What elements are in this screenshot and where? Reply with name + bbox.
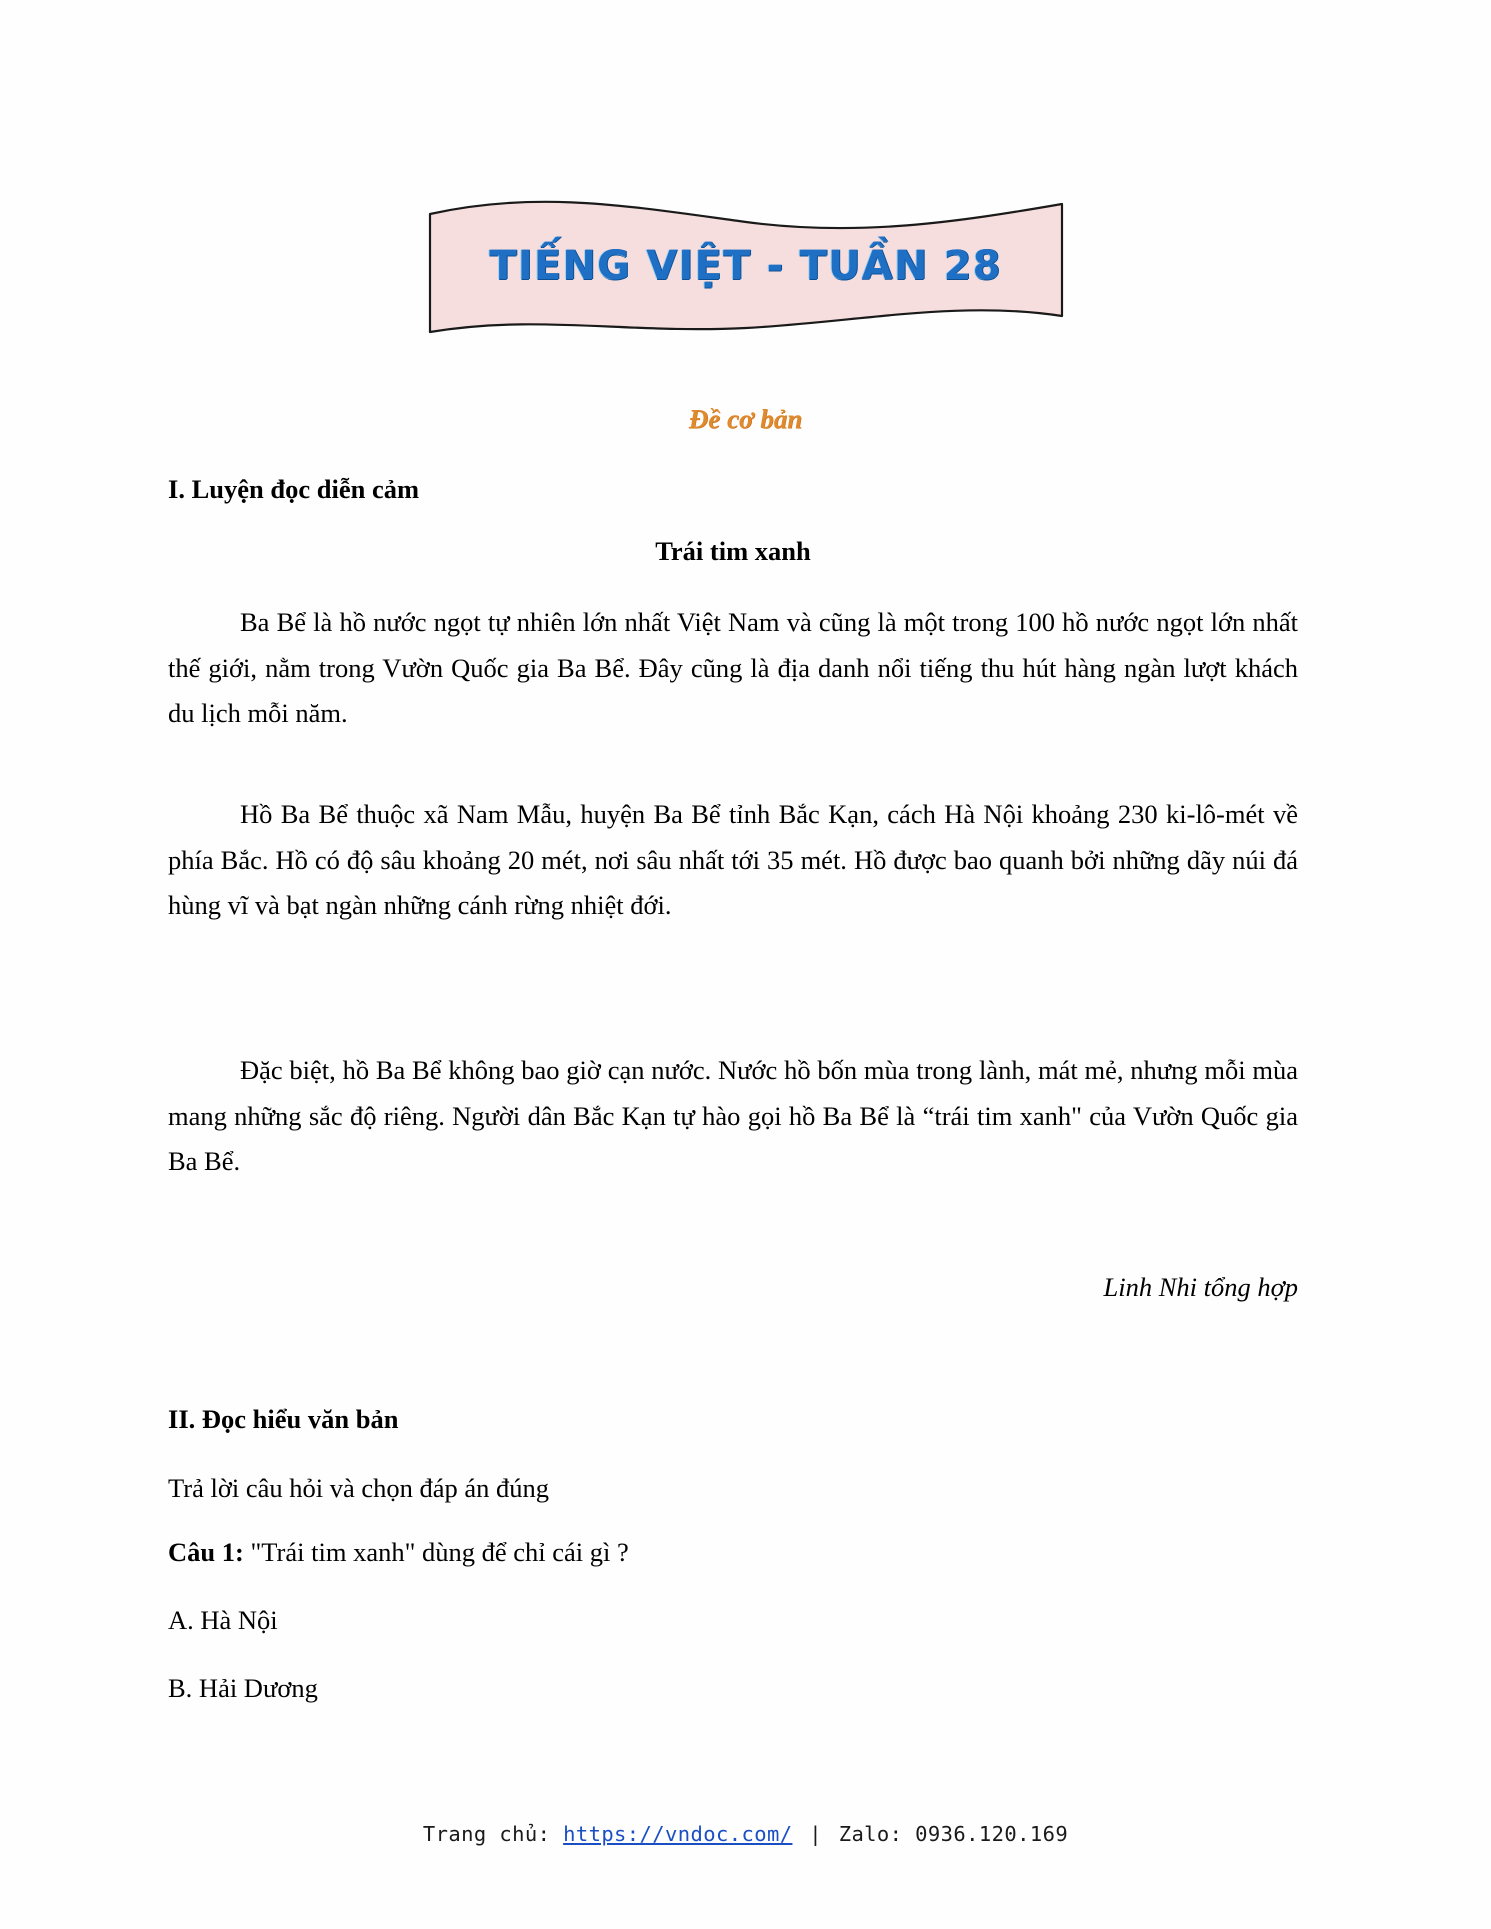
reading-paragraph-1: Ba Bể là hồ nước ngọt tự nhiên lớn nhất Việt Nam và cũng là một trong 100 hồ nước ngọt lớn nhất thế giới, nằm trong Vườn Quốc gia Ba Bể. Đây cũng là địa danh nổi tiếng thu hút hàng ngàn lượt khách du lịch mỗi năm. [168,607,1298,729]
title-banner [428,196,1064,336]
banner-title-text: TIẾNG VIỆT - TUẦN 28 [489,243,1002,289]
question-1-label: Câu 1: [168,1537,244,1567]
footer-contact: Zalo: 0936.120.169 [838,1822,1069,1846]
section-1-heading: I. Luyện đọc diễn cảm [168,474,420,504]
reading-paragraph-2: Hồ Ba Bể thuộc xã Nam Mẫu, huyện Ba Bể tỉnh Bắc Kạn, cách Hà Nội khoảng 230 ki-lô-mét về phía Bắc. Hồ có độ sâu khoảng 20 mét, nơi sâu nhất tới 35 mét. Hồ được bao quanh bởi những dãy núi đá hùng vĩ và bạt ngàn những cánh rừng nhiệt đới. [168,799,1298,921]
banner-container [0,196,1491,336]
page-footer [0,1822,1491,1846]
instruction-text: Trả lời câu hỏi và chọn đáp án đúng [168,1473,550,1503]
question-1 [168,1530,1298,1576]
subtitle-de-co-ban: Đề cơ bản [688,404,803,434]
question-1-option-a[interactable]: A. Hà Nội [168,1605,278,1635]
attribution-line: Linh Nhi tổng hợp [1103,1272,1298,1302]
footer-prefix: Trang chủ: [422,1822,551,1846]
footer-website-link[interactable]: https://vndoc.com/ [563,1822,793,1846]
question-1-option-b[interactable]: B. Hải Dương [168,1673,318,1703]
reading-title: Trái tim xanh [655,536,811,566]
section-2-heading: II. Đọc hiểu văn bản [168,1404,399,1434]
question-1-text: "Trái tim xanh" dùng để chỉ cái gì ? [250,1537,629,1567]
footer-separator: | [809,1822,822,1846]
reading-paragraph-3: Đặc biệt, hồ Ba Bể không bao giờ cạn nước. Nước hồ bốn mùa trong lành, mát mẻ, nhưng mỗi mùa mang những sắc độ riêng. Người dân Bắc Kạn tự hào gọi hồ Ba Bể là “trái tim xanh" của Vườn Quốc gia Ba Bể. [168,1055,1298,1177]
